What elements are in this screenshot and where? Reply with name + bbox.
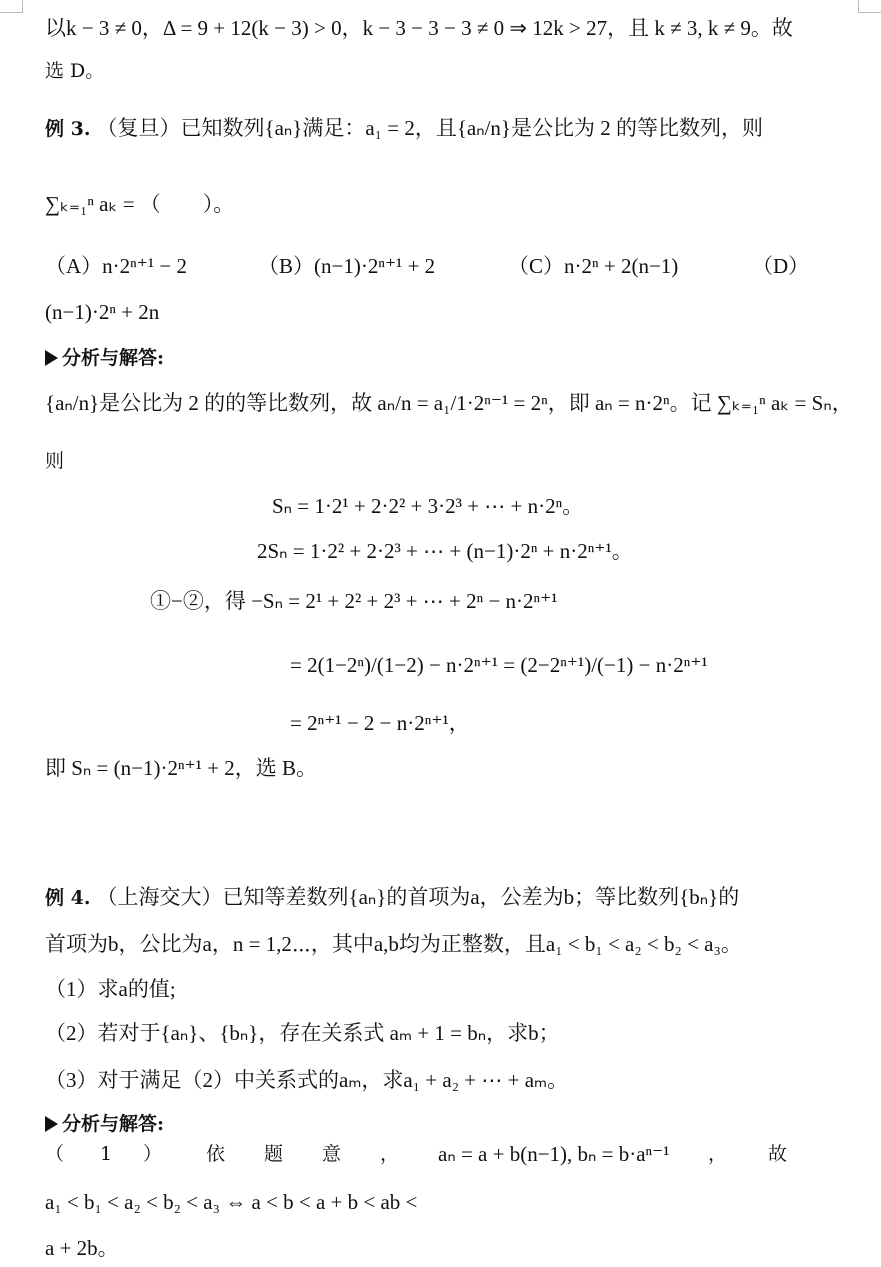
example-statement: （上海交大）已知等差数列{aₙ}的首项为a，公差为b；等比数列{bₙ}的 [96, 885, 740, 909]
inequality-line: a₁ < b₁ < a₂ < b₂ < a₃ ⇔ a < b < a + b < ab < [45, 1190, 418, 1214]
analysis-heading: 分析与解答: [45, 1110, 164, 1138]
equation-1: Sₙ = 1·2¹ + 2·2² + 3·2³ + ⋯ + n·2ⁿ。 [272, 494, 584, 518]
analysis-heading: 分析与解答: [45, 344, 164, 372]
equation-5: = 2ⁿ⁺¹ − 2 − n·2ⁿ⁺¹， [290, 711, 470, 735]
document-page: 以k − 3 ≠ 0，Δ = 9 + 12(k − 3) > 0，k − 3 − 3 − 3 ≠ 0 ⇒ 12k > 27，且 k ≠ 3, k ≠ 9。故 选 D。 例 3. （复旦）已知数列{aₙ}满足：a₁ = 2，且{aₙ/n}是公比为 2 的等比数列，则 ∑ₖ₌₁ⁿ aₖ = （ ）。 （A）n·2ⁿ⁺¹ − 2 （B）(n−1)·2ⁿ⁺¹ + 2 （C）n·2ⁿ + 2(n−1) （D） (n−1)·2ⁿ + 2n 分析与解答: {aₙ/n}是公比为 2 的的等比数列，故 aₙ/n = a₁/1·2ⁿ⁻¹ = 2ⁿ，即 aₙ = n·2ⁿ。记 ∑ₖ₌₁ⁿ aₖ = Sₙ， 则 Sₙ = 1·2¹ + 2·2² + 3·2³ + ⋯ + n·2ⁿ。 2Sₙ = 1·2² + 2·2³ + ⋯ + (n−1)·2ⁿ + n·2ⁿ⁺¹。 ①−②，得 −Sₙ = 2¹ + 2² + 2³ + ⋯ + 2ⁿ − n·2ⁿ⁺¹ = 2(1−2ⁿ)/(1−2) − n·2ⁿ⁺¹ = (2−2ⁿ⁺¹)/(−1) − n·2ⁿ⁺¹ = 2ⁿ⁺¹ − 2 − n·2ⁿ⁺¹， 即 Sₙ = (n−1)·2ⁿ⁺¹ + 2，选 B。 例 4. （上海交大）已知等差数列{aₙ}的首项为a，公差为b；等比数列{bₙ}的 首项为b，公比为a，n = 1,2⋯，其中a,b均为正整数，且a₁ < b₁ < a₂ < b₂ < a₃。 （1）求a的值; （2）若对于{aₙ}、{bₙ}，存在关系式 aₘ + 1 = bₙ，求b； （3）对于满足（2）中关系式的aₘ，求a₁ + a₂ + ⋯ + aₘ。 分析与解答: （ 1 ） 依 题 意 ， aₙ = a + b(n−1), bₙ = b·aⁿ⁻¹ ， 故 a₁ < b₁ < a₂ < b₂ < a₃ ⇔ a < b < a + b < ab < a + 2b。 [0, 0, 881, 1267]
question-2: （2）若对于{aₙ}、{bₙ}，存在关系式 aₘ + 1 = bₙ，求b； [45, 1021, 560, 1045]
example-label: 例 3. [45, 118, 91, 140]
option-c: （C）n·2ⁿ + 2(n−1) [508, 254, 679, 278]
text-line: 以k − 3 ≠ 0，Δ = 9 + 12(k − 3) > 0，k − 3 − 3 − 3 ≠ 0 ⇒ 12k > 27，且 k ≠ 3, k ≠ 9。故 [45, 16, 793, 40]
solution-line: {aₙ/n}是公比为 2 的的等比数列，故 aₙ/n = a₁/1·2ⁿ⁻¹ = 2ⁿ，即 aₙ = n·2ⁿ。记 ∑ₖ₌₁ⁿ aₖ = Sₙ， [45, 391, 853, 415]
inequality-line: a + 2b。 [45, 1236, 119, 1260]
page-corner-mark-right [858, 0, 881, 13]
triangle-bullet-icon [45, 350, 58, 366]
option-d: （D） [752, 254, 810, 278]
example-statement: （复旦）已知数列{aₙ}满足：a₁ = 2，且{aₙ/n}是公比为 2 的等比数列，则 [96, 116, 764, 140]
option-a: （A）n·2ⁿ⁺¹ − 2 [45, 254, 187, 278]
formula: aₙ = a + b(n−1), bₙ = b·aⁿ⁻¹ [438, 1142, 670, 1166]
example-label: 例 4. [45, 887, 91, 909]
option-b: （B）(n−1)·2ⁿ⁺¹ + 2 [258, 254, 436, 278]
question-1: （1）求a的值; [45, 977, 176, 1001]
triangle-bullet-icon [45, 1116, 58, 1132]
example-3-heading [45, 114, 763, 143]
equation-4: = 2(1−2ⁿ)/(1−2) − n·2ⁿ⁺¹ = (2−2ⁿ⁺¹)/(−1) − n·2ⁿ⁺¹ [290, 653, 708, 677]
equation-2: 2Sₙ = 1·2² + 2·2³ + ⋯ + (n−1)·2ⁿ + n·2ⁿ⁺¹。 [257, 539, 633, 563]
option-d-content: (n−1)·2ⁿ + 2n [45, 300, 160, 324]
page-corner-mark-left [0, 0, 23, 13]
question-3: （3）对于满足（2）中关系式的aₘ，求a₁ + a₂ + ⋯ + aₘ。 [45, 1068, 569, 1092]
conclusion-line: 即 Sₙ = (n−1)·2ⁿ⁺¹ + 2，选 B。 [45, 756, 318, 780]
sum-question: ∑ₖ₌₁ⁿ aₖ = （ ）。 [45, 192, 235, 216]
example-statement-cont: 首项为b，公比为a，n = 1,2⋯，其中a,b均为正整数，且a₁ < b₁ < a₂ < b₂ < a₃。 [45, 932, 742, 956]
example-4-heading [45, 883, 739, 912]
text-line: 选 D。 [45, 60, 105, 82]
equation-3: ①−②，得 −Sₙ = 2¹ + 2² + 2³ + ⋯ + 2ⁿ − n·2ⁿ⁺¹ [150, 589, 558, 613]
solution-line: 则 [45, 450, 65, 472]
